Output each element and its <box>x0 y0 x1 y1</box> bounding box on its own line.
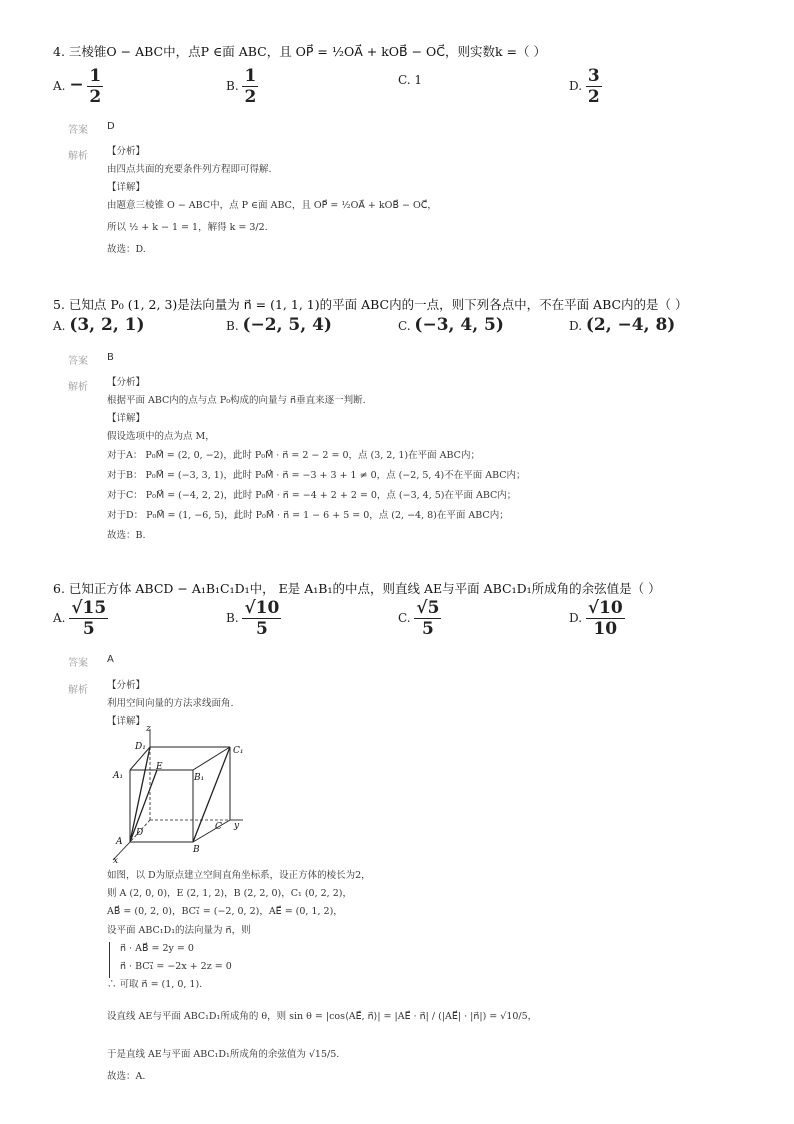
vertex-label-d: D <box>136 828 144 838</box>
option-value: (3, 2, 1) <box>69 315 145 335</box>
q5-analysis-label: 解析 <box>68 382 88 393</box>
axis-label-y: y <box>234 821 240 831</box>
q4-option-a[interactable] <box>53 66 103 107</box>
analysis-line: AB⃗ = (0, 2, 0)，BC₁⃗ = (−2, 0, 2)，AE⃗ = (0, 1, 2)， <box>107 906 343 917</box>
option-letter: C. 1 <box>398 73 423 87</box>
cube-figure <box>105 725 265 865</box>
analysis-line: 故选：A. <box>107 1071 146 1082</box>
option-letter: D. <box>569 611 583 625</box>
option-letter: A. <box>53 319 66 333</box>
analysis-line: 【详解】 <box>107 413 146 424</box>
q4-stem: 4. 三棱锥O − ABC中，点P ∈面 ABC，且 OP⃗ = ½OA⃗ + kOB⃗ − OC⃗，则实数k =（ ） <box>53 44 546 59</box>
vertex-label-d1: D₁ <box>135 742 146 752</box>
q5-option-a[interactable] <box>53 315 145 335</box>
system-line-2: n⃗ · BC₁⃗ = −2x + 2z = 0 <box>109 960 537 978</box>
option-value: (2, −4, 8) <box>585 315 676 335</box>
analysis-line: 故选：D. <box>107 244 146 255</box>
analysis-line: 如图，以 D为原点建立空间直角坐标系，设正方体的棱长为2， <box>107 870 371 881</box>
analysis-line: 【详解】 <box>107 716 146 727</box>
option-letter: C. <box>398 611 411 625</box>
axis-label-z: z <box>146 725 151 734</box>
analysis-line: 利用空间向量的方法求线面角. <box>107 698 234 709</box>
option-fraction: $\frac{√15}{5}$ <box>71 598 107 639</box>
system-line-1: n⃗ · AB⃗ = 2y = 0 <box>109 942 537 960</box>
q5-option-c[interactable] <box>398 315 504 335</box>
analysis-line: 对于B： P₀M⃗ = (−3, 3, 1)，此时 P₀M⃗ · n⃗ = −3 + 3 + 1 ≠ 0，点 (−2, 5, 4)不在平面 ABC内； <box>107 470 526 481</box>
analysis-line: 【详解】 <box>107 182 146 193</box>
q6-option-c[interactable] <box>398 598 441 639</box>
analysis-line: 所以 ½ + k − 1 = 1，解得 k = 3/2. <box>107 222 268 233</box>
vertex-label-b1: B₁ <box>194 773 205 783</box>
q6-analysis-label: 解析 <box>68 685 88 696</box>
option-letter: D. <box>569 79 583 93</box>
q5-stem: 5. 已知点 P₀ (1, 2, 3)是法向量为 n⃗ = (1, 1, 1)的平面 ABC内的一点，则下列各点中，不在平面 ABC内的是（ ） <box>53 297 688 312</box>
option-fraction: $\frac{3}{2}$ <box>587 66 600 107</box>
option-letter: D. <box>569 319 583 333</box>
vertex-label-a1: A₁ <box>113 771 124 781</box>
q6-analysis <box>107 869 537 1088</box>
q4-answer: D <box>107 121 115 132</box>
q5-answer: B <box>107 352 114 363</box>
option-fraction: $\frac{√10}{5}$ <box>244 598 280 639</box>
option-value: (−2, 5, 4) <box>242 315 332 335</box>
analysis-line: 对于D： P₀M⃗ = (1, −6, 5)，此时 P₀M⃗ · n⃗ = 1 − 6 + 5 = 0，点 (2, −4, 8)在平面 ABC内； <box>107 510 509 521</box>
vertex-label-a: A <box>116 837 123 847</box>
analysis-line: 设平面 ABC₁D₁的法向量为 n⃗，则 <box>107 925 251 936</box>
q4-analysis <box>107 145 437 261</box>
q6-answer: A <box>107 654 114 665</box>
q5-answer-label: 答案 <box>68 356 88 367</box>
q6-answer-label: 答案 <box>68 658 88 669</box>
vertex-label-c1: C₁ <box>233 746 244 756</box>
option-fraction: $\frac{1}{2}$ <box>244 66 257 107</box>
q4-answer-label: 答案 <box>68 125 88 136</box>
analysis-line: 对于C： P₀M⃗ = (−4, 2, 2)，此时 P₀M⃗ · n⃗ = −4 + 2 + 2 = 0，点 (−3, 4, 5)在平面 ABC内； <box>107 490 517 501</box>
analysis-line: 【分析】 <box>107 146 146 157</box>
option-fraction: $\frac{√10}{10}$ <box>587 598 623 639</box>
q5-analysis <box>107 376 526 547</box>
q4-option-b[interactable] <box>226 66 258 107</box>
analysis-line: 由四点共面的充要条件列方程即可得解. <box>107 164 272 175</box>
axis-label-x: x <box>113 856 119 865</box>
q6-option-d[interactable] <box>569 598 625 639</box>
analysis-line: 则 A (2, 0, 0)，E (2, 1, 2)，B (2, 2, 0)，C₁ (0, 2, 2)， <box>107 888 352 899</box>
q5-option-d[interactable] <box>569 315 675 335</box>
analysis-line: 故选：B. <box>107 530 146 541</box>
analysis-line: 根据平面 ABC内的点与点 P₀构成的向量与 n⃗垂直来逐一判断. <box>107 395 366 406</box>
q4-option-d[interactable] <box>569 66 602 107</box>
analysis-line: 【分析】 <box>107 680 146 691</box>
analysis-line: 【分析】 <box>107 377 146 388</box>
vertex-label-b: B <box>193 845 200 855</box>
vertex-label-c: C <box>215 822 222 832</box>
option-letter: A. <box>53 611 66 625</box>
analysis-line: 假设选项中的点为点 M， <box>107 431 215 442</box>
q6-option-b[interactable] <box>226 598 281 639</box>
option-fraction: $\frac{√5}{5}$ <box>416 598 440 639</box>
option-letter: A. <box>53 79 66 93</box>
analysis-line: 设直线 AE与平面 ABC₁D₁所成角的 θ，则 sin θ = |cos⟨AE⃗, n⃗⟩| = |AE⃗ · n⃗| / (|AE⃗| · |n⃗|) = √10/5， <box>107 1011 538 1022</box>
option-letter: B. <box>226 611 239 625</box>
q4-option-c[interactable] <box>398 73 422 87</box>
q6-option-a[interactable] <box>53 598 108 639</box>
option-letter: B. <box>226 319 239 333</box>
q5-option-b[interactable] <box>226 315 332 335</box>
option-sign: − <box>69 75 84 95</box>
analysis-line: 由题意三棱锥 O − ABC中，点 P ∈面 ABC，且 OP⃗ = ½OA⃗ + kOB⃗ − OC⃗， <box>107 200 437 211</box>
analysis-line: 于是直线 AE与平面 ABC₁D₁所成角的余弦值为 √15/5. <box>107 1049 340 1060</box>
option-fraction: $\frac{1}{2}$ <box>89 66 102 107</box>
option-value: (−3, 4, 5) <box>414 315 504 335</box>
analysis-line: 对于A： P₀M⃗ = (2, 0, −2)，此时 P₀M⃗ · n⃗ = 2 − 2 = 0，点 (3, 2, 1)在平面 ABC内； <box>107 450 480 461</box>
q6-stem: 6. 已知正方体 ABCD − A₁B₁C₁D₁中， E是 A₁B₁的中点，则直线 AE与平面 ABC₁D₁所成角的余弦值是（ ） <box>53 581 661 596</box>
option-letter: C. <box>398 319 411 333</box>
analysis-line: ∴ 可取 n⃗ = (1, 0, 1). <box>107 979 203 990</box>
option-letter: B. <box>226 79 239 93</box>
q4-analysis-label: 解析 <box>68 151 88 162</box>
vertex-label-e: E <box>156 762 163 772</box>
